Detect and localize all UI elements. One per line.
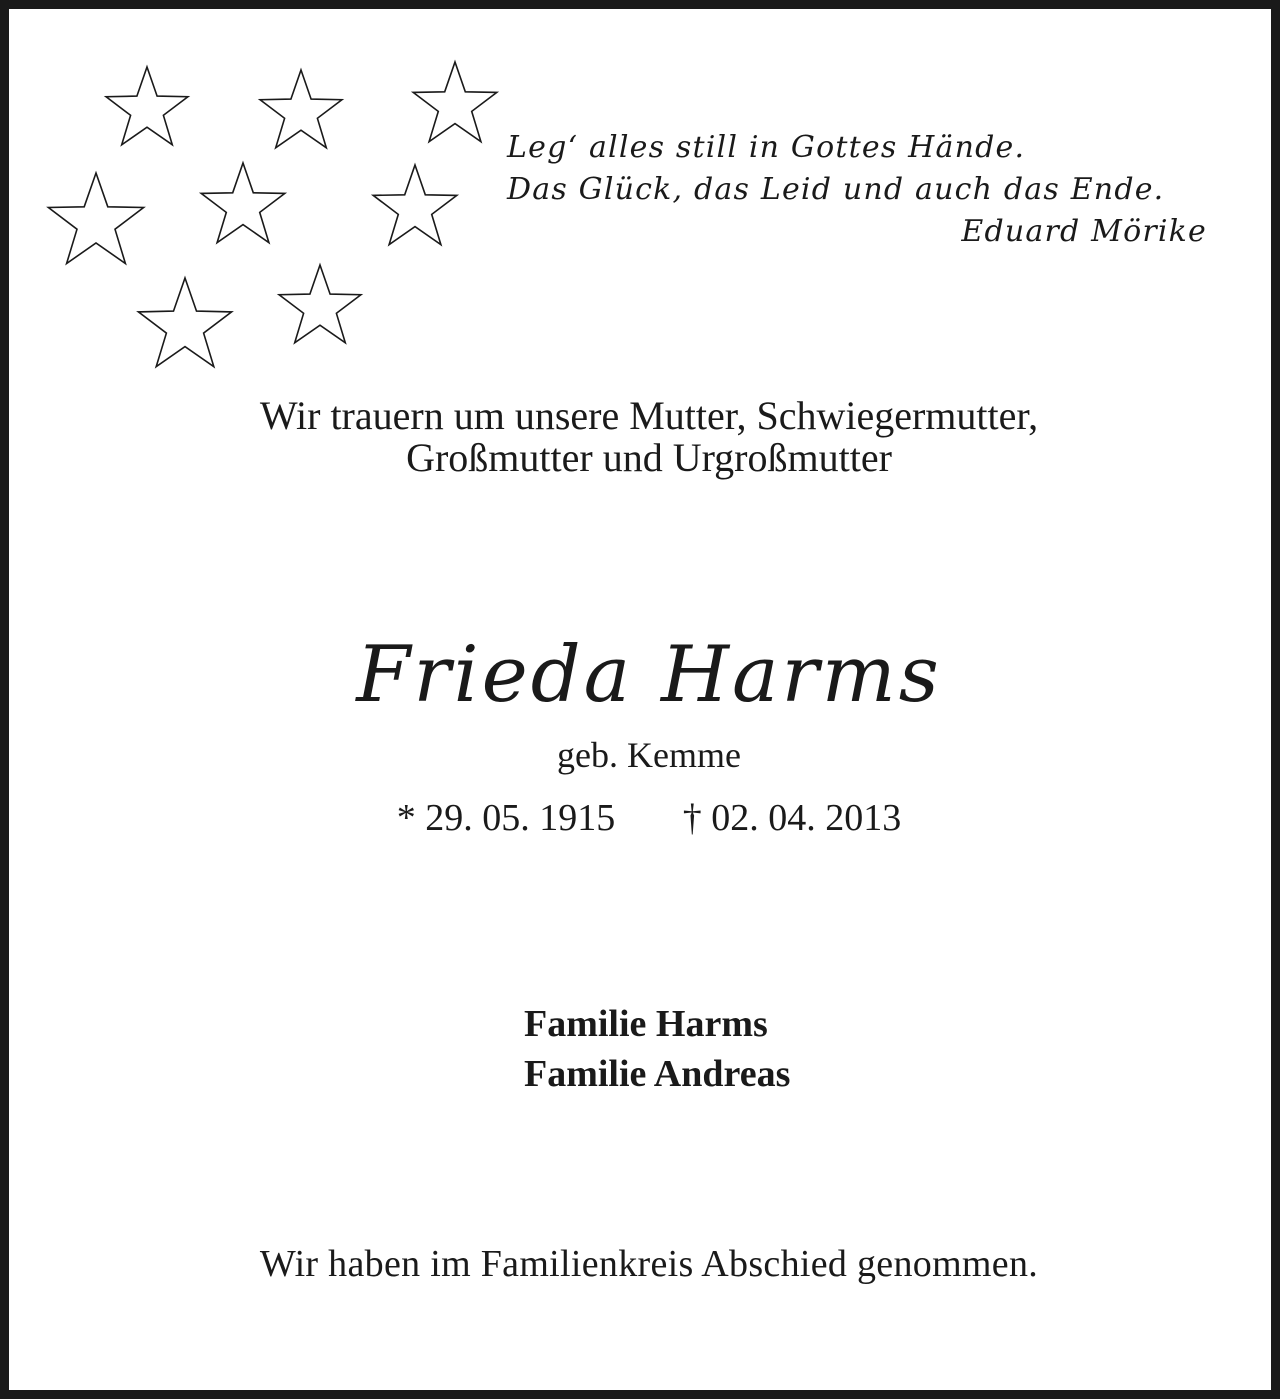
star-icon xyxy=(48,173,143,264)
star-icon xyxy=(413,62,497,142)
mourning-line-2: Großmutter und Urgroßmutter xyxy=(406,435,892,480)
star-icon xyxy=(279,265,361,343)
family-line-2: Familie Andreas xyxy=(524,1053,791,1095)
quote-author: Eduard Mörike xyxy=(961,214,1207,249)
mourning-line-1: Wir trauern um unsere Mutter, Schwiegermutter, xyxy=(259,393,1039,438)
star-icon xyxy=(138,278,231,367)
star-icon xyxy=(106,67,188,145)
bereaved-families xyxy=(524,999,790,1099)
deceased-name: Frieda Harms xyxy=(356,630,942,720)
farewell-note: Wir haben im Familienkreis Abschied genommen. xyxy=(259,1243,1039,1285)
star-icon xyxy=(201,163,285,243)
maiden-name: geb. Kemme xyxy=(557,735,741,775)
star-icon xyxy=(260,70,342,148)
death-date: † 02. 04. 2013 xyxy=(682,797,902,839)
quote-line-2: Das Glück, das Leid und auch das Ende. xyxy=(507,172,1165,207)
quote-line-1: Leg‘ alles still in Gottes Hände. xyxy=(507,130,1026,165)
family-line-1: Familie Harms xyxy=(524,1003,768,1045)
stars-decoration xyxy=(9,9,529,389)
mourning-statement xyxy=(9,395,1280,479)
poem-quote xyxy=(489,127,1207,253)
star-icon xyxy=(373,165,457,245)
birth-date: * 29. 05. 1915 xyxy=(396,797,616,839)
life-dates xyxy=(9,795,1280,841)
